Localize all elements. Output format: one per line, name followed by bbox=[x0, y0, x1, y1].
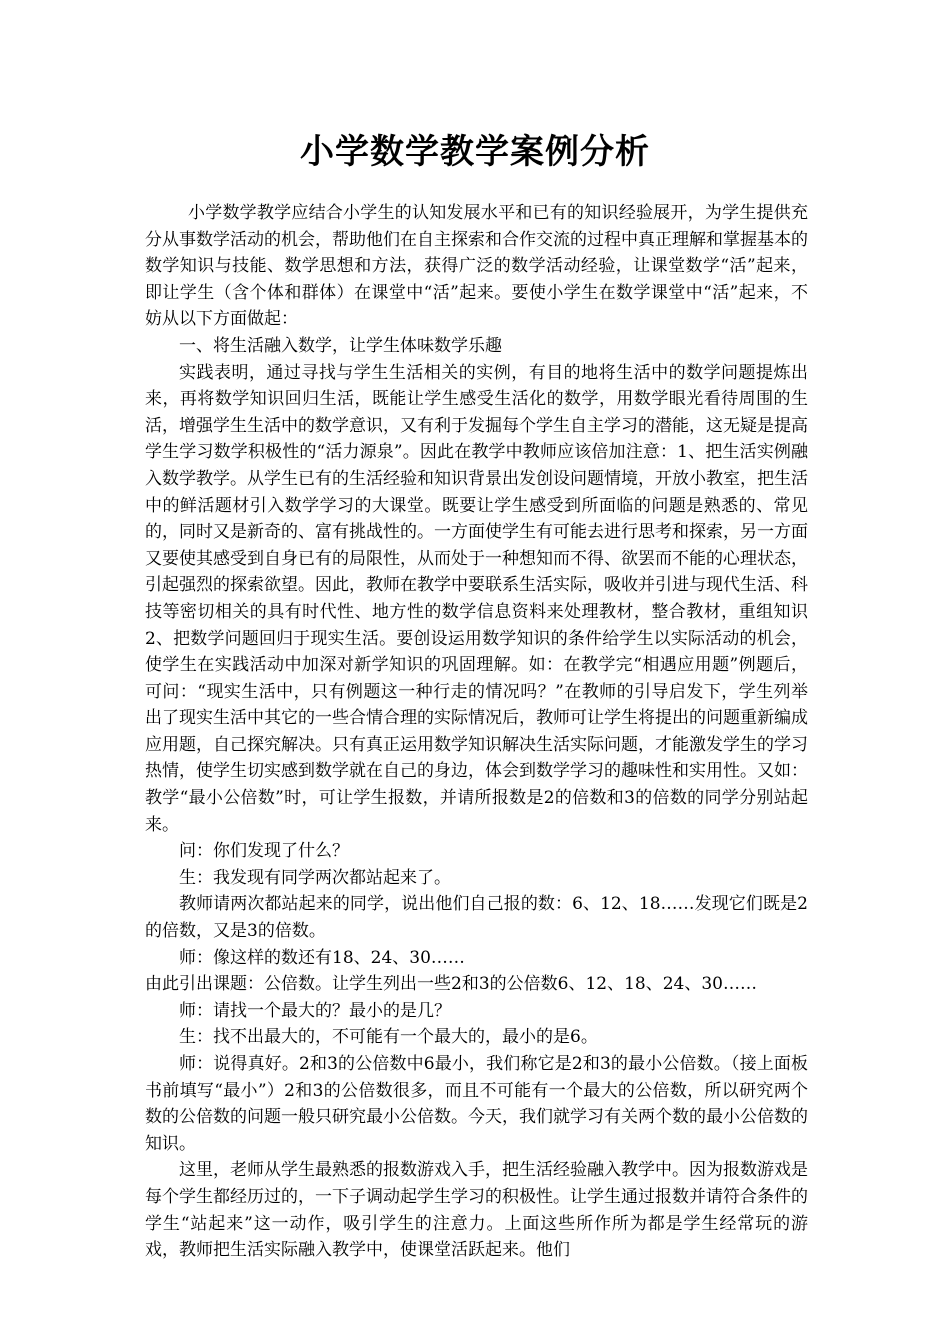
dialogue-teacher-find: 师：请找一个最大的？最小的是几？ bbox=[179, 1000, 451, 1021]
dialogue-question: 问：你们发现了什么？ bbox=[179, 841, 349, 862]
paragraph-topic-intro: 由此引出课题：公倍数。让学生列出一些2和3的公倍数6、12、18、24、30…… bbox=[145, 974, 757, 995]
section-heading-1: 一、将生活融入数学，让学生体味数学乐趣 bbox=[179, 335, 502, 356]
document-body bbox=[145, 200, 808, 1264]
paragraph-analysis: 这里，老师从学生最熟悉的报数游戏入手，把生活经验融入教学中。因为报数游戏是每个学生都经历过的，一下子调动起学生学习的积极性。让学生通过报数并请符合条件的学生“站起来”这一动作，吸引学生的注意力。上面这些所作所为都是学生经常玩的游戏，教师把生活实际融入教学中，使课堂活跃起来。他们 bbox=[145, 1160, 808, 1261]
paragraph-practice: 实践表明，通过寻找与学生生活相关的实例，有目的地将生活中的数学问题提炼出来，再将数学知识回归生活，既能让学生感受生活化的数学，用数学眼光看待周围的生活，增强学生生活中的数学意识，又有利于发掘每个学生自主学习的潜能，这无疑是提高学生学习数学积极性的“活力源泉”。因此在教学中教师应该倍加注意：1、把生活实例融入数学教学。从学生已有的生活经验和知识背景出发创设问题情境，开放小教室，把生活中的鲜活题材引入数学学习的大课堂。既要让学生感受到所面临的问题是熟悉的、常见的，同时又是新奇的、富有挑战性的。一方面使学生有可能去进行思考和探索，另一方面又要使其感受到自身已有的局限性，从而处于一种想知而不得、欲罢而不能的心理状态，引起强烈的探索欲望。因此，教师在教学中要联系生活实际，吸收并引进与现代生活、科技等密切相关的具有时代性、地方性的数学信息资料来处理教材，整合教材，重组知识2、把数学问题回归于现实生活。要创设运用数学知识的条件给学生以实际活动的机会，使学生在实践活动中加深对新学知识的巩固理解。如：在教学完“相遇应用题”例题后，可问：“现实生活中，只有例题这一种行走的情况吗？”在教师的引导启发下，学生列举出了现实生活中其它的一些合情合理的实际情况后，教师可让学生将提出的问题重新编成应用题，自己探究解决。只有真正运用数学知识解决生活实际问题，才能激发学生的学习热情，使学生切实感到数学就在自己的身边，体会到数学学习的趣味性和实用性。又如：教学“最小公倍数”时，可让学生报数，并请所报数是2的倍数和3的倍数的同学分别站起来。 bbox=[145, 362, 808, 835]
paragraph-intro: 小学数学教学应结合小学生的认知发展水平和已有的知识经验展开，为学生提供充分从事数学活动的机会，帮助他们在自主探索和合作交流的过程中真正理解和掌握基本的数学知识与技能、数学思想和方法，获得广泛的数学活动经验，让课堂数学“活”起来，即让学生（含个体和群体）在课堂中“活”起来。要使小学生在数学课堂中“活”起来，不妨从以下方面做起： bbox=[145, 203, 808, 330]
dialogue-teacher-more: 师：像这样的数还有18、24、30…… bbox=[179, 947, 465, 968]
paragraph-teacher-request: 教师请两次都站起来的同学，说出他们自己报的数：6、12、18……发现它们既是2的倍数，又是3的倍数。 bbox=[145, 894, 808, 942]
dialogue-student-smallest: 生：找不出最大的，不可能有一个最大的，最小的是6。 bbox=[179, 1027, 598, 1048]
document-title: 小学数学教学案例分析 bbox=[300, 132, 650, 172]
dialogue-teacher-summary: 师：说得真好。2和3的公倍数中6最小，我们称它是2和3的最小公倍数。（接上面板书前填写“最小”）2和3的公倍数很多，而且不可能有一个最大的公倍数，所以研究两个数的公倍数的问题一般只研究最小公倍数。今天，我们就学习有关两个数的最小公倍数的知识。 bbox=[145, 1054, 808, 1154]
dialogue-student-answer: 生：我发现有同学两次都站起来了。 bbox=[179, 867, 451, 888]
